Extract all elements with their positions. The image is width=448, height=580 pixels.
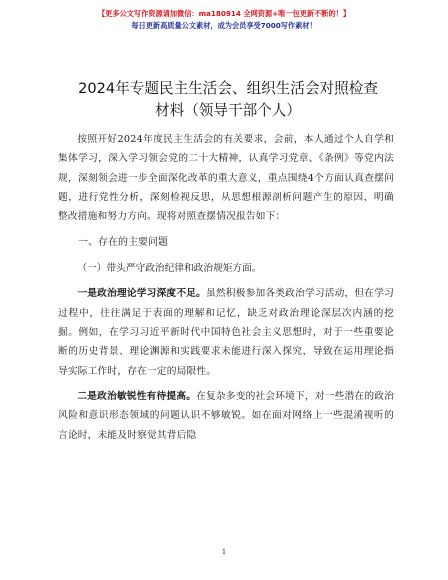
page-number: 1 [221, 547, 227, 556]
paragraph-1 [58, 284, 394, 380]
paragraph-2-lead: 二是政治敏锐性有待提高。 [77, 390, 197, 402]
section-heading: 一、存在的主要问题 [78, 237, 168, 249]
title-line-1: 2024年专题民主生活会、组织生活会对照检查 [78, 80, 378, 97]
intro-paragraph: 按照开好2024年度民主生活会的有关要求，会前，本人通过个人自学和集体学习，深入学习领会党的二十大精神，认真学习党章、《条例》等党内法规，深刻领会进一步全面深化改革的重大意义，重点围绕4个方面认真查摆问题，进行党性分析，深刻检视反思，从思想根源剖析问题产生的原因，明确整改措施和努力方向。现将对照查摆情况报告如下： [58, 134, 394, 223]
promo-line-blue: 每日更新高质量公文素材，成为会员享受7000写作素材！ [131, 21, 317, 30]
promo-banner [0, 8, 448, 32]
paragraph-2-text: 在复杂多变的社会环境下，对一些潜在的政治风险和意识形态领域的问题认识不够敏锐。如在面对网络上一些混淆视听的言论时，未能及时察觉其背后隐 [58, 390, 394, 441]
title-line-2: 材料（领导干部个人） [155, 102, 301, 119]
paragraph-1-lead: 一是政治理论学习深度不足。 [77, 288, 207, 300]
document-body [58, 130, 394, 445]
paragraph-2 [58, 387, 394, 445]
promo-line-red: 【更多公文写作资源请加微信：ma180914 全网资源+唯一包更新不断的！】 [97, 9, 351, 18]
paragraph-1-text: 虽然积极参加各类政治学习活动，但在学习过程中，往往满足于表面的理解和记忆，缺乏对政治理论深层次内涵的挖掘。例如，在学习习近平新时代中国特色社会主义思想时，对于一些重要论断的历史背景、理论渊源和实践要求未能进行深入探究，导致在运用理论指导实际工作时，存在一定的局限性。 [58, 288, 394, 377]
subsection-heading: （一）带头严守政治纪律和政治规矩方面。 [77, 263, 262, 275]
document-title [58, 78, 398, 122]
